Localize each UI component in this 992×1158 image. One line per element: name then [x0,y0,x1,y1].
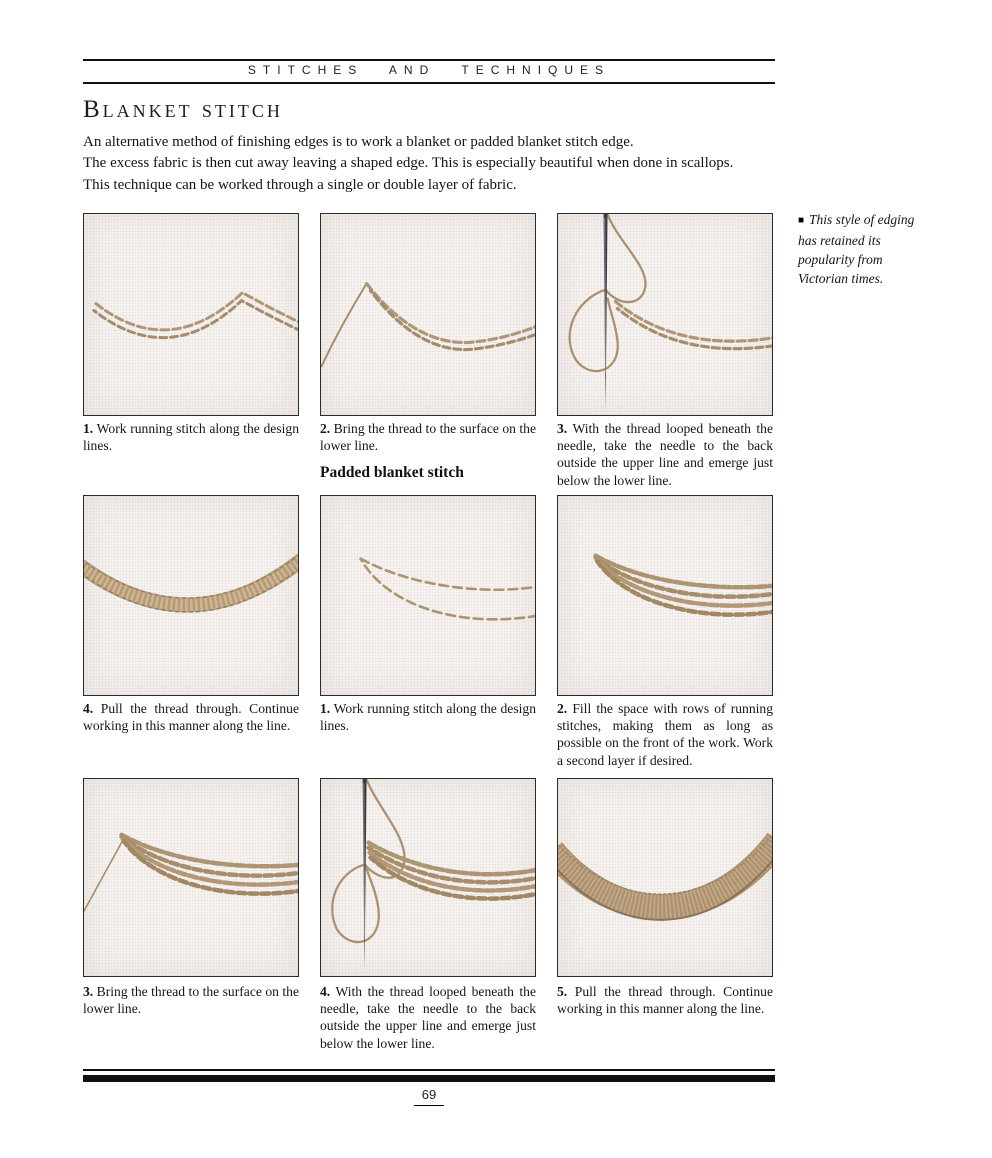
step-number: 2. [320,421,331,436]
page-number: 69 [414,1087,444,1106]
step-caption [320,983,536,1052]
intro-paragraph [83,132,803,196]
intro-line: An alternative method of finishing edges is to work a blanket or padded blanket stitch edge. [83,134,634,150]
photo-needle-looped-thread [557,213,773,416]
step-number: 3. [83,984,94,999]
header-rule-bottom [83,82,775,84]
step-text: Pull the thread through. Continue working in this manner along the line. [83,701,299,734]
photo-needle-loop-padded [320,778,536,977]
scallop-running-stitch-illustration [84,214,298,415]
footer-rule-thick [83,1075,775,1082]
step-caption [83,700,299,734]
page-title: Blanket stitch [83,96,283,123]
step-text: Work running stitch along the design lines. [320,701,536,734]
running-stitch-fill-illustration [558,496,772,695]
padded-needle-loop-illustration [321,779,535,976]
photo-rows-of-running-stitch [557,495,773,696]
step-text: With the thread looped beneath the needle, take the needle to the back outside the upper line and emerge just below the lower line. [557,421,773,488]
step-number: 1. [83,421,94,436]
needle-loop-illustration [558,214,772,415]
finished-padded-band-illustration [558,779,772,976]
margin-note [798,210,920,288]
header-rule-top [83,59,775,61]
photo-padded-blanket-stitch-finished [557,778,773,977]
step-caption [320,700,536,734]
step-caption [83,983,299,1017]
section-heading-padded-blanket-stitch: Padded blanket stitch [320,464,464,481]
photo-thread-surface-padded [83,778,299,977]
photo-thread-to-surface [320,213,536,416]
step-caption [557,700,773,769]
step-caption [320,420,536,454]
intro-line: This technique can be worked through a single or double layer of fabric. [83,176,517,193]
intro-line: The excess fabric is then cut away leaving a shaped edge. This is especially beautiful when done in scallops. [83,155,734,172]
step-number: 1. [320,701,331,716]
step-caption [83,420,299,454]
step-text: Bring the thread to the surface on the lower line. [320,421,536,454]
step-number: 4. [83,701,94,716]
thread-surface-illustration [321,214,535,415]
step-text: Pull the thread through. Continue working in this manner along the line. [557,984,773,1017]
padded-thread-surface-illustration [84,779,298,976]
blanket-stitch-band-illustration [84,496,298,695]
step-text: Bring the thread to the surface on the lower line. [83,984,299,1017]
square-bullet-icon: ■ [798,215,805,226]
design-lines-illustration [321,496,535,695]
running-head: STITCHES AND TECHNIQUES [247,63,611,77]
step-text: With the thread looped beneath the needle, take the needle to the back outside the upper line and emerge just below the lower line. [320,984,536,1051]
footer-rule-thin [83,1069,775,1071]
step-caption [557,420,773,489]
photo-padded-design-lines [320,495,536,696]
step-caption [557,983,773,1017]
step-number: 3. [557,421,568,436]
margin-note-text: This style of edging has retained its popularity from Victorian times. [798,212,915,286]
footer [83,1086,775,1106]
step-number: 2. [557,701,568,716]
step-number: 5. [557,984,568,999]
step-text: Work running stitch along the design lines. [83,421,299,454]
photo-running-stitch-scallop [83,213,299,416]
photo-blanket-stitch-band [83,495,299,696]
step-number: 4. [320,984,331,999]
step-text: Fill the space with rows of running stitches, making them as long as possible on the front of the work. Work a second layer if desired. [557,701,773,768]
